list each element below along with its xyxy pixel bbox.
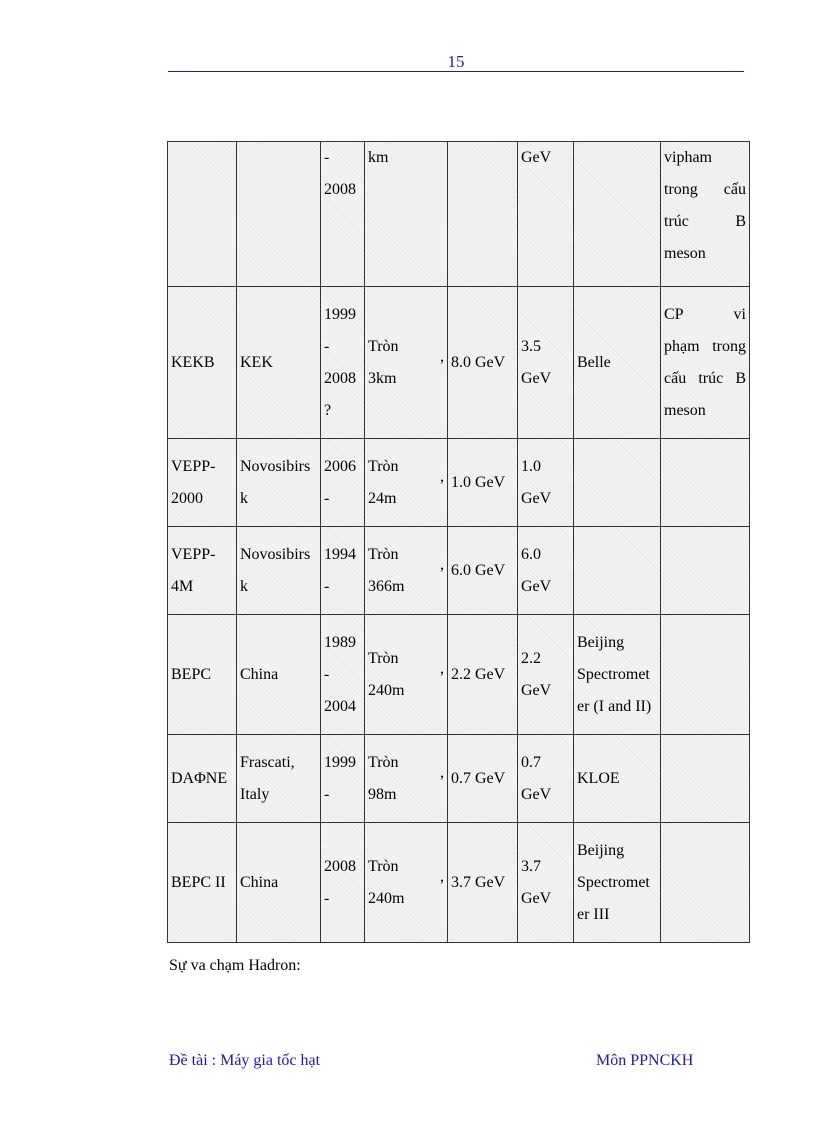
year-line: 1989 xyxy=(324,633,356,651)
cell-note xyxy=(661,527,750,615)
energy-line: GeV xyxy=(521,577,552,595)
cell-energy-2 xyxy=(518,142,574,287)
note-line: CP vi xyxy=(664,305,746,323)
cell-energy-1: 2.2 GeV xyxy=(448,615,518,735)
ring-line: 240m xyxy=(368,889,405,907)
cell-energy-1: 1.0 GeV xyxy=(448,439,518,527)
cell-note xyxy=(661,735,750,823)
cell-years xyxy=(321,287,365,439)
cell-ring xyxy=(365,735,448,823)
cell-note xyxy=(661,615,750,735)
energy-line: 6.0 xyxy=(521,545,541,563)
page-number: 15 xyxy=(447,52,465,71)
cell-name xyxy=(168,142,237,287)
footer-topic: Đề tài : Máy gia tốc hạt xyxy=(169,1052,321,1069)
ring-comma: , xyxy=(440,763,444,781)
cell-ring xyxy=(365,287,448,439)
accelerator-table xyxy=(167,141,750,943)
cell-lab: Novosibirsk xyxy=(237,439,321,527)
table-row xyxy=(168,527,750,615)
cell-years xyxy=(321,439,365,527)
cell-note xyxy=(661,287,750,439)
energy-line: 2.2 xyxy=(521,649,541,667)
energy-line: GeV xyxy=(521,149,552,166)
note-line: meson xyxy=(664,401,706,419)
year-line: - xyxy=(324,785,330,803)
table-row xyxy=(168,615,750,735)
table-row xyxy=(168,735,750,823)
energy-line: GeV xyxy=(521,489,552,507)
cell-energy-1: 3.7 GeV xyxy=(448,823,518,943)
ring-comma: , xyxy=(440,347,444,365)
ring-line: Tròn xyxy=(368,457,399,475)
cell-energy-2 xyxy=(518,823,574,943)
cell-note xyxy=(661,142,750,287)
cell-years xyxy=(321,823,365,943)
year-line: 2006 xyxy=(324,457,356,475)
section-caption: Sự va chạm Hadron: xyxy=(169,957,301,974)
cell-lab: China xyxy=(237,823,321,943)
cell-energy-2 xyxy=(518,527,574,615)
cell-lab: Novosibirsk xyxy=(237,527,321,615)
ring-line: Tròn xyxy=(368,337,399,355)
cell-energy-2 xyxy=(518,439,574,527)
table-row xyxy=(168,823,750,943)
year-line: 2008 xyxy=(324,857,356,875)
cell-detector xyxy=(574,615,661,735)
year-line: - xyxy=(324,577,330,595)
cell-energy-1 xyxy=(448,142,518,287)
ring-line: Tròn xyxy=(368,857,399,875)
energy-line: 3.7 xyxy=(521,857,541,875)
ring-line: 98m xyxy=(368,785,397,803)
cell-energy-2 xyxy=(518,735,574,823)
detector-line: KLOE xyxy=(577,769,620,787)
ring-comma: , xyxy=(440,555,444,573)
ring-line: Tròn xyxy=(368,649,399,667)
table-row xyxy=(168,287,750,439)
year-line: 1999 xyxy=(324,305,356,323)
detector-line: er III xyxy=(577,905,610,923)
detector-line: Beijing xyxy=(577,841,625,859)
year-line: 1999 xyxy=(324,753,356,771)
cell-name: DAΦNE xyxy=(168,735,237,823)
footer-course: Môn PPNCKH xyxy=(596,1052,694,1069)
cell-ring xyxy=(365,823,448,943)
cell-energy-2 xyxy=(518,615,574,735)
note-line: trúc B xyxy=(664,213,746,230)
cell-energy-2 xyxy=(518,287,574,439)
cell-detector xyxy=(574,823,661,943)
cell-energy-1: 0.7 GeV xyxy=(448,735,518,823)
energy-line: GeV xyxy=(521,785,552,803)
detector-line: Spectromet xyxy=(577,665,650,683)
detector-line: Beijing xyxy=(577,633,625,651)
cell-ring xyxy=(365,439,448,527)
note-line: cấu trúc B xyxy=(664,369,746,387)
cell-name: VEPP-4M xyxy=(168,527,237,615)
year-line: - xyxy=(324,889,330,907)
cell-ring xyxy=(365,615,448,735)
cell-detector xyxy=(574,142,661,287)
cell-ring xyxy=(365,142,448,287)
cell-years xyxy=(321,615,365,735)
cell-years xyxy=(321,735,365,823)
ring-comma: , xyxy=(440,467,444,485)
cell-name: KEKB xyxy=(168,287,237,439)
year-line: 2008 xyxy=(324,181,356,198)
cell-note xyxy=(661,823,750,943)
year-line: - xyxy=(324,665,330,683)
ring-line: 24m xyxy=(368,489,397,507)
energy-line: 0.7 xyxy=(521,753,541,771)
note-line: phạm trong xyxy=(664,337,746,355)
year-line: - xyxy=(324,489,330,507)
cell-name: BEPC II xyxy=(168,823,237,943)
ring-line: Tròn xyxy=(368,753,399,771)
cell-detector xyxy=(574,527,661,615)
year-line: 1994 xyxy=(324,545,356,563)
table-row xyxy=(168,142,750,287)
cell-years xyxy=(321,527,365,615)
cell-detector xyxy=(574,439,661,527)
year-line: 2004 xyxy=(324,697,356,715)
cell-energy-1: 6.0 GeV xyxy=(448,527,518,615)
cell-name: VEPP-2000 xyxy=(168,439,237,527)
year-line: - xyxy=(324,149,330,166)
detector-line: Spectromet xyxy=(577,873,650,891)
energy-line: 3.5 xyxy=(521,337,541,355)
cell-energy-1: 8.0 GeV xyxy=(448,287,518,439)
cell-name: BEPC xyxy=(168,615,237,735)
ring-comma: , xyxy=(440,659,444,677)
ring-line: 3km xyxy=(368,369,397,387)
ring-line: Tròn xyxy=(368,545,399,563)
year-line: - xyxy=(324,337,330,355)
energy-line: 1.0 xyxy=(521,457,541,475)
cell-years xyxy=(321,142,365,287)
cell-lab: China xyxy=(237,615,321,735)
cell-lab: KEK xyxy=(237,287,321,439)
note-line: trong cấu xyxy=(664,181,746,198)
note-line: vipham xyxy=(664,149,712,166)
cell-detector xyxy=(574,735,661,823)
cell-ring xyxy=(365,527,448,615)
energy-line: GeV xyxy=(521,889,552,907)
table-row xyxy=(168,439,750,527)
energy-line: GeV xyxy=(521,681,552,699)
cell-note xyxy=(661,439,750,527)
energy-line: GeV xyxy=(521,369,552,387)
cell-detector xyxy=(574,287,661,439)
note-line: meson xyxy=(664,245,706,262)
ring-comma: , xyxy=(440,867,444,885)
ring-line: 366m xyxy=(368,577,405,595)
detector-line: Belle xyxy=(577,353,611,371)
header-rule xyxy=(168,71,744,72)
cell-lab: Frascati, Italy xyxy=(237,735,321,823)
year-line: ? xyxy=(324,401,332,419)
ring-line: 240m xyxy=(368,681,405,699)
detector-line: er (I and II) xyxy=(577,697,652,715)
ring-line: km xyxy=(368,149,389,166)
cell-lab xyxy=(237,142,321,287)
year-line: 2008 xyxy=(324,369,356,387)
